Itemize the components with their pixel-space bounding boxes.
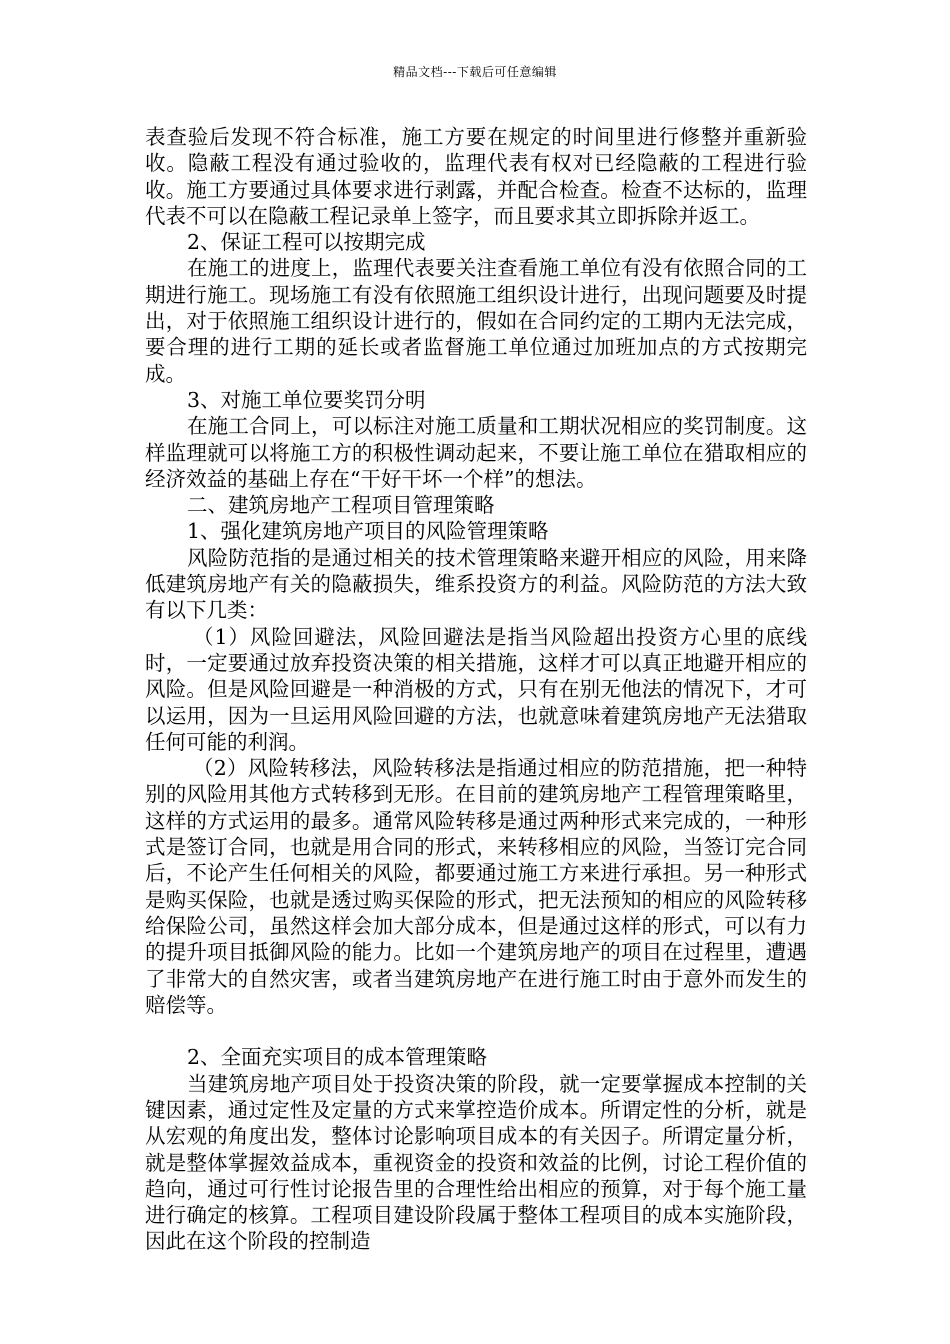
paragraph-risk: 风险防范指的是通过相关的技术管理策略来避开相应的风险，用来降低建筑房地产有关的隐蔽损失，维系投资方的利益。风险防范的方法大致有以下几类： (145, 545, 807, 623)
page-header: 精品文档---下载后可任意编辑 (393, 65, 557, 79)
paragraph-continuation: 表查验后发现不符合标准，施工方要在规定的时间里进行修整并重新验收。隐蔽工程没有通过验收的，监理代表有权对已经隐蔽的工程进行验收。施工方要通过具体要求进行剥露，并配合检查。检查不达标的，监理代表不可以在隐蔽工程记录单上签字，而且要求其立即拆除并返工。 (145, 125, 807, 228)
paragraph-risk-transfer: （2）风险转移法，风险转移法是指通过相应的防范措施，把一种特别的风险用其他方式转移到无形。在目前的建筑房地产工程管理策略里，这样的方式运用的最多。通常风险转移是通过两种形式来完成的，一种形式是签订合同，也就是用合同的形式，来转移相应的风险，当签订完合同后，不论产生任何相关的风险，都要通过施工方来进行承担。另一种形式是购买保险，也就是透过购买保险的形式，把无法预知的相应的风险转移给保险公司，虽然这样会加大部分成本，但是通过这样的形式，可以有力的提升项目抵御风险的能力。比如一个建筑房地产的项目在过程里，遭遇了非常大的自然灾害，或者当建筑房地产在进行施工时由于意外而发生的赔偿等。 (145, 756, 807, 1017)
document-body (145, 124, 807, 1255)
subheading-risk: 1、强化建筑房地产项目的风险管理策略 (187, 519, 549, 544)
paragraph-risk-avoid: （1）风险回避法，风险回避法是指当风险超出投资方心里的底线时，一定要通过放弃投资决策的相关措施，这样才可以真正地避开相应的风险。但是风险回避是一种消极的方式，只有在别无他法的情况下，才可以运用，因为一旦运用风险回避的方法，也就意味着建筑房地产无法猎取任何可能的利润。 (145, 624, 807, 754)
paragraph-schedule: 在施工的进度上，监理代表要关注查看施工单位有没有依照合同的工期进行施工。现场施工有没有依照施工组织设计进行，出现问题要及时提出，对于依照施工组织设计进行的，假如在合同约定的工期内无法完成，要合理的进行工期的延长或者监督施工单位通过加班加点的方式按期完成。 (145, 256, 807, 386)
section-heading-management: 二、建筑房地产工程项目管理策略 (187, 493, 495, 518)
subheading-cost: 2、全面充实项目的成本管理策略 (187, 1045, 488, 1070)
paragraph-reward: 在施工合同上，可以标注对施工质量和工期状况相应的奖罚制度。这样监理就可以将施工方的积极性调动起来，不要让施工单位在猎取相应的经济效益的基础上存在“干好干坏一个样”的想法。 (145, 414, 807, 491)
subheading-reward: 3、对施工单位要奖罚分明 (187, 387, 426, 412)
paragraph-cost: 当建筑房地产项目处于投资决策的阶段，就一定要掌握成本控制的关键因素，通过定性及定量的方式来掌控造价成本。所谓定性的分析，就是从宏观的角度出发，整体讨论影响项目成本的有关因子。所谓定量分析，就是整体掌握效益成本，重视资金的投资和效益的比例，讨论工程价值的趋向，通过可行性讨论报告里的合理性给出相应的预算，对于每个施工量进行确定的核算。工程项目建设阶段属于整体工程项目的成本实施阶段，因此在这个阶段的控制造 (145, 1071, 807, 1254)
blank-line (145, 1018, 807, 1044)
subheading-schedule: 2、保证工程可以按期完成 (187, 230, 426, 255)
